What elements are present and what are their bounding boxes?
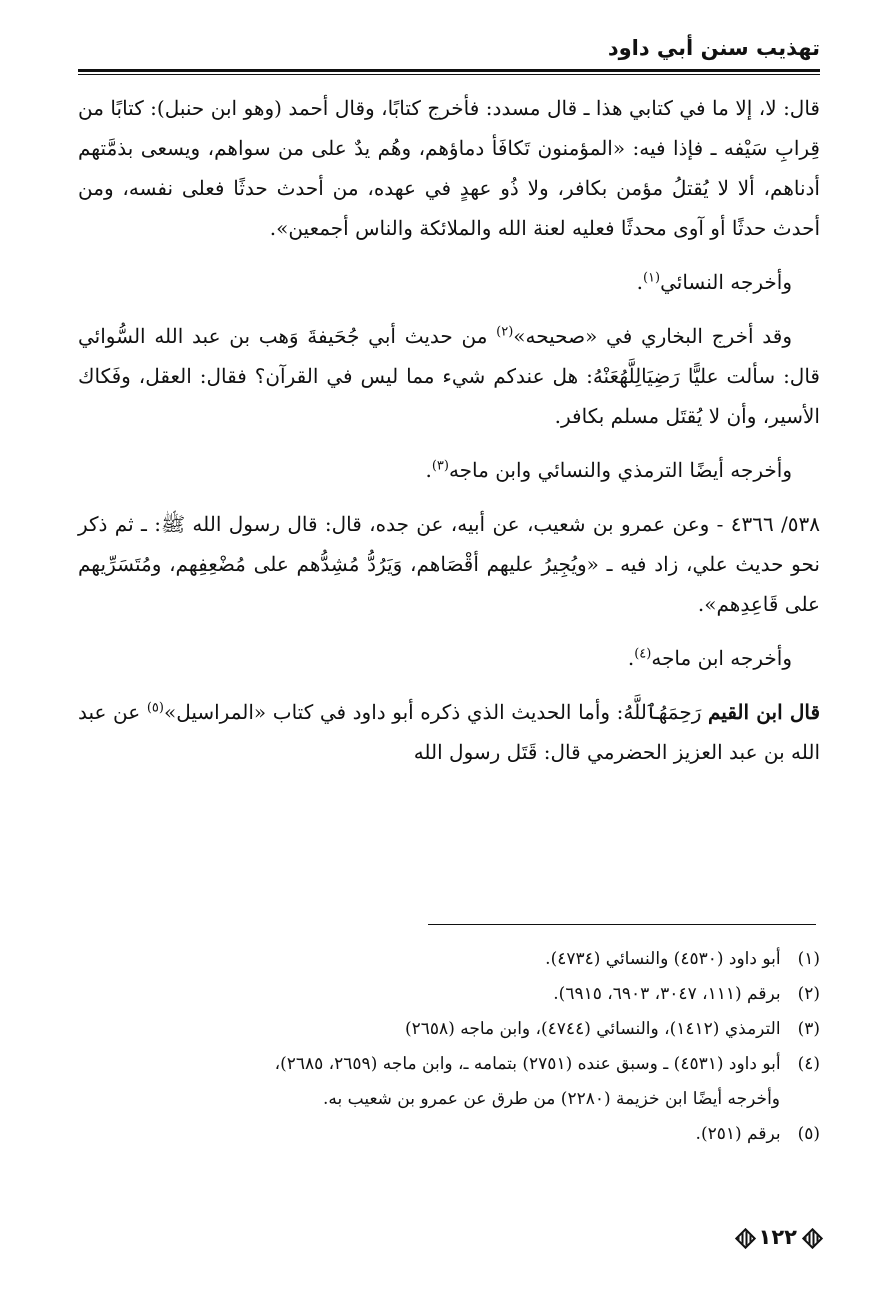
footnote-ref[interactable]: (٥): [146, 700, 164, 716]
footnote-text: أبو داود (٤٥٣١) ـ وسبق عنده (٢٧٥١) بتمامه ـ، وابن ماجه (٢٦٥٩، ٢٦٨٥)،: [274, 1054, 781, 1074]
paragraph-pre: رَحِمَهُٱللَّهُ: وأما الحديث الذي ذكره أبو داود في كتاب «المراسيل»: [163, 700, 708, 724]
footnote: [78, 977, 820, 1012]
book-title: تهذيب سنن أبي داود: [607, 36, 820, 60]
footnote-text: برقم (١١١، ٣٠٤٧، ٦٩٠٣، ٦٩١٥).: [553, 984, 781, 1004]
footnote-text: الترمذي (١٤١٢)، والنسائي (٤٧٤٤)، وابن ماجه (٢٦٥٨): [405, 1019, 781, 1039]
footnote: [78, 1047, 820, 1082]
paragraph-text: وأخرجه ابن ماجه: [651, 646, 792, 670]
paragraph-hadith-538: [78, 504, 820, 624]
paragraph-text: عن عبد الله بن عبد العزيز الحضرمي قال: قَتَل رسول الله: [78, 700, 820, 764]
paragraph-tail: .: [627, 646, 635, 670]
header-rule: [78, 69, 820, 72]
footnote: [78, 1012, 820, 1047]
paragraph-text: ٥٣٨/ ٤٣٦٦ - وعن عمرو بن شعيب، عن أبيه، عن جده، قال: قال رسول الله ﷺ: ـ ثم ذكر نحو حديث علي، زاد فيه ـ «ويُجِيرُ عليهم أقْصَاهم، وَيَرُدُّ مُشِدُّهم على مُضْعِفِهم، ومُتَسَرِّيهم على قَاعِدِهم».: [78, 512, 820, 616]
footnote-number: (٢): [797, 984, 820, 1004]
footnote-ref[interactable]: (٣): [431, 458, 449, 474]
footnote-number: (٤): [797, 1054, 820, 1074]
paragraph-takhrij-tirmidhi: [78, 450, 820, 490]
paragraph-text: قال: لا، إلا ما في كتابي هذا ـ قال مسدد: فأخرج كتابًا، وقال أحمد (وهو ابن حنبل): كتابًا من قِرابِ سَيْفه ـ فإذا فيه: «المؤمنون تَكافَأ دماؤهم، وهُم يدٌ على من سواهم، ويسعى بذمَّتهم أدناهم، ألا لا يُقتلُ مؤمن بكافر، ولا ذُو عهدٍ في عهده، من أحدث حدثًا فعلى نفسه، ومن أحدث حدثًا أو آوى محدثًا فعليه لعنة الله والملائكة والناس أجمعين».: [78, 96, 820, 240]
footnote-number: (٥): [797, 1124, 820, 1144]
paragraph-bukhari: [78, 316, 820, 436]
paragraph-takhrij-ibn-majah: [78, 638, 820, 678]
footnotes: [78, 942, 820, 1152]
running-header: [78, 34, 820, 74]
footnote-separator: [428, 924, 816, 925]
ornament-icon: [803, 1229, 820, 1246]
footnote-ref[interactable]: (١): [642, 270, 661, 286]
footnote: [78, 1117, 820, 1152]
paragraph-text: وأخرجه النسائي: [660, 270, 792, 294]
footnote-text: أبو داود (٤٥٣٠) والنسائي (٤٧٣٤).: [545, 949, 781, 969]
page-number-box: [700, 1222, 820, 1252]
footnote: [78, 942, 820, 977]
paragraph-hadith-text: [78, 88, 820, 248]
footnote-ref[interactable]: (٢): [496, 324, 514, 340]
footnote-number: (٣): [797, 1019, 820, 1039]
footnote-ref[interactable]: (٤): [634, 646, 652, 662]
footnote-number: (١): [797, 949, 820, 969]
paragraph-text: من حديث أبي جُحَيفةَ وَهب بن عبد الله السُّوائي قال: سألت عليًّا رَضِيَالِلَّهُعَنْهُ: هل عندكم شيء مما ليس في القرآن؟ فقال: العقل، وفَكاك الأسير، وأن لا يُقتَل مسلم بكافر.: [78, 324, 820, 428]
speaker-heading: قال ابن القيم: [707, 700, 821, 724]
footnote-text: برقم (٢٥١).: [695, 1124, 781, 1144]
footnote-continuation: وأخرجه أيضًا ابن خزيمة (٢٢٨٠) من طرق عن عمرو بن شعيب به.: [322, 1089, 780, 1109]
header-rule-thin: [78, 74, 820, 75]
paragraph-takhrij-nasai: [78, 262, 820, 302]
paragraph-text: وأخرجه أيضًا الترمذي والنسائي وابن ماجه: [448, 458, 792, 482]
ornament-icon: [736, 1229, 753, 1246]
page-number: ١٢٢: [758, 1225, 797, 1249]
paragraph-tail: .: [425, 458, 432, 482]
paragraph-pre: وقد أخرج البخاري في «صحيحه»: [513, 324, 793, 348]
paragraph-tail: .: [636, 270, 643, 294]
main-text: [78, 88, 820, 772]
paragraph-ibn-al-qayyim: [78, 692, 820, 772]
